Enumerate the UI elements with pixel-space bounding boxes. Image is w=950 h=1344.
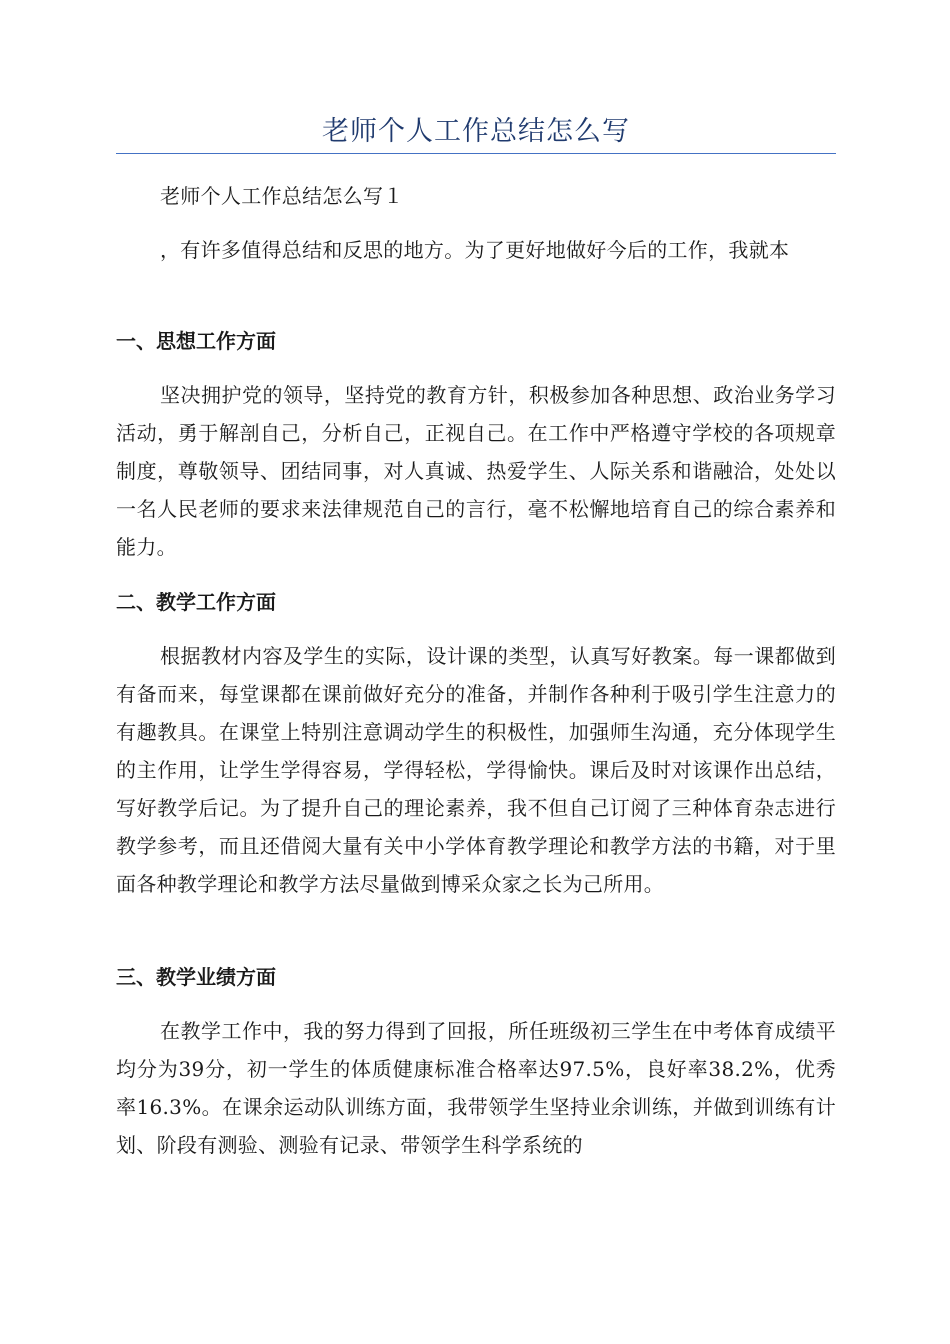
intro-paragraph: ，有许多值得总结和反思的地方。为了更好地做好今后的工作，我就本: [160, 238, 790, 262]
section-heading-thought: 一、思想工作方面: [116, 329, 276, 353]
document-title: 老师个人工作总结怎么写: [322, 116, 630, 147]
section-heading-achievements: 三、教学业绩方面: [116, 965, 276, 989]
section-heading-teaching: 二、教学工作方面: [116, 590, 276, 614]
section-body-thought: 坚决拥护党的领导，坚持党的教育方针，积极参加各种思想、政治业务学习活动，勇于解剖自己，分析自己，正视自己。在工作中严格遵守学校的各项规章制度，尊敬领导、团结同事，对人真诚、热爱学生、人际关系和谐融洽，处处以一名人民老师的要求来法律规范自己的言行，毫不松懈地培育自己的综合素养和能力。: [116, 383, 836, 559]
section-body-achievements: 在教学工作中，我的努力得到了回报，所任班级初三学生在中考体育成绩平均分为39分，初一学生的体质健康标准合格率达97.5%，良好率38.2%，优秀率16.3%。在课余运动队训练方面，我带领学生坚持业余训练，并做到训练有计划、阶段有测验、测验有记录、带领学生科学系统的: [116, 1019, 836, 1157]
document-subtitle: 老师个人工作总结怎么写１: [160, 184, 404, 208]
section-body-teaching: 根据教材内容及学生的实际，设计课的类型，认真写好教案。每一课都做到有备而来，每堂课都在课前做好充分的准备，并制作各种利于吸引学生注意力的有趣教具。在课堂上特别注意调动学生的积极性，加强师生沟通，充分体现学生的主作用，让学生学得容易，学得轻松，学得愉快。课后及时对该课作出总结，写好教学后记。为了提升自己的理论素养，我不但自己订阅了三种体育杂志进行教学参考，而且还借阅大量有关中小学体育教学理论和教学方法的书籍，对于里面各种教学理论和教学方法尽量做到博采众家之长为己所用。: [116, 644, 836, 896]
title-underline: [116, 153, 836, 154]
